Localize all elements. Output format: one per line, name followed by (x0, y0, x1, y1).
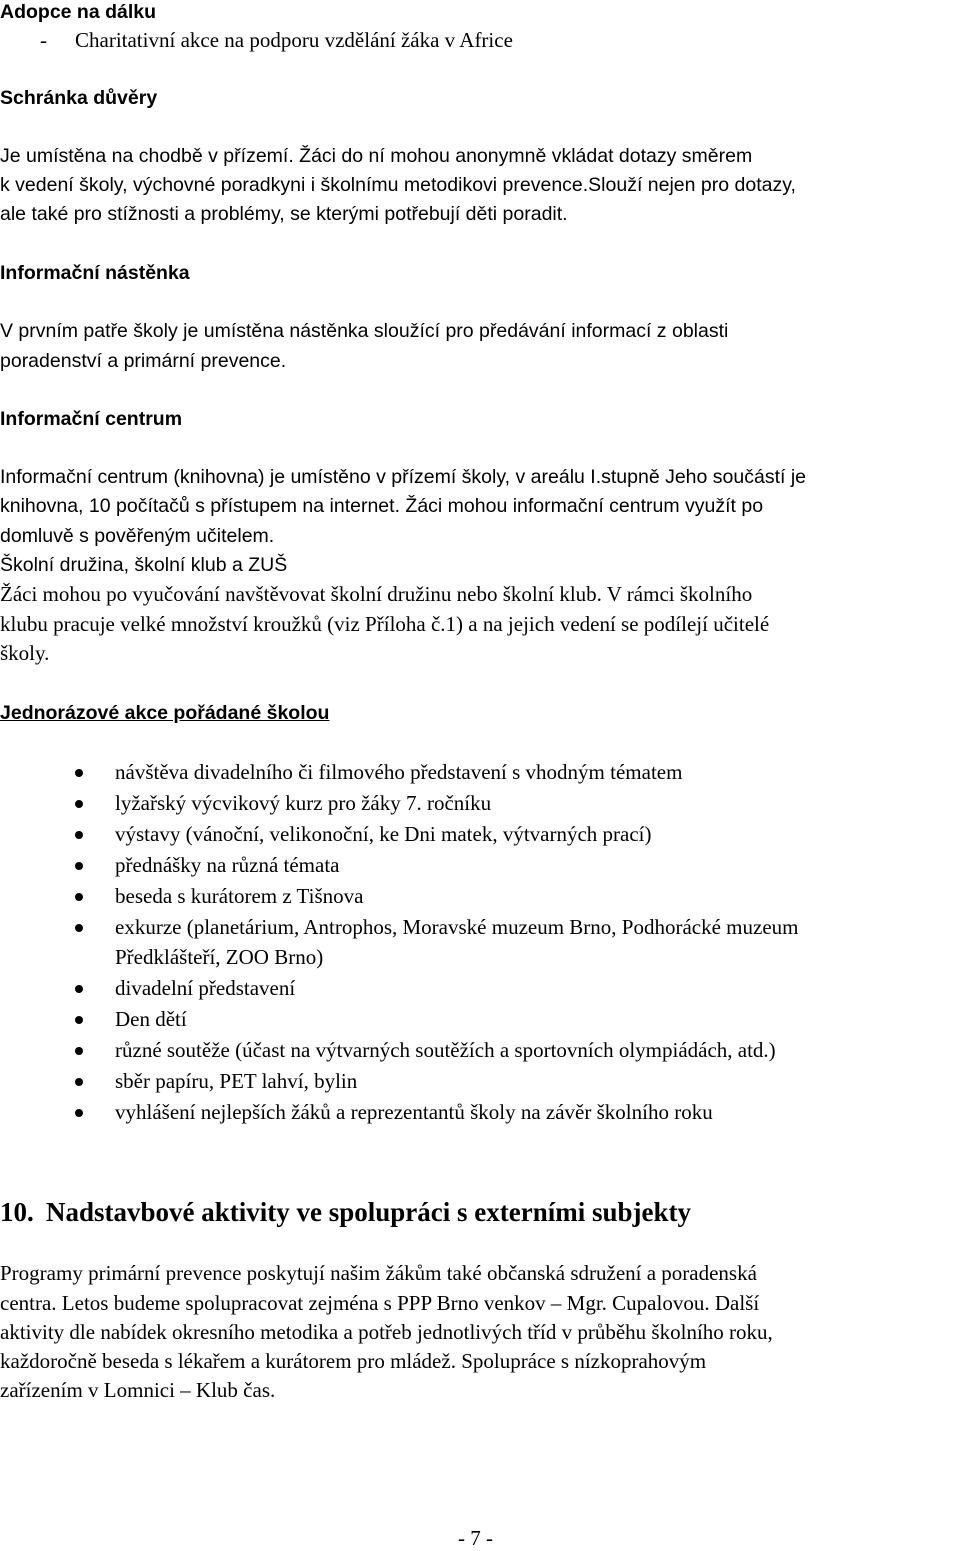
druzina-line-2: klubu pracuje velké množství kroužků (viz Příloha č.1) a na jejich vedení se podílejí učitelé (0, 612, 770, 636)
bullet-icon (75, 1016, 83, 1024)
druzina-line-1: Žáci mohou po vyučování navštěvovat školní družinu nebo školní klub. V rámci školního (0, 582, 753, 606)
list-item: divadelní představení (115, 976, 296, 1000)
nastenka-line-1: V prvním patře školy je umístěna nástěnka sloužící pro předávání informací z oblasti (0, 320, 729, 342)
list-item: výstavy (vánoční, velikonoční, ke Dni matek, výtvarných prací) (115, 822, 652, 846)
centrum-line-3: domluvě s pověřeným učitelem. (0, 525, 275, 547)
schranka-line-2: k vedení školy, výchovné poradkyni i školnímu metodikovi prevence.Slouží nejen pro dotazy, (0, 174, 796, 196)
centrum-line-2: knihovna, 10 počítačů s přístupem na internet. Žáci mohou informační centrum využít po (0, 495, 764, 517)
section-number: 10. (0, 1197, 34, 1227)
bullet-icon (75, 1047, 83, 1055)
adopce-text: Charitativní akce na podporu vzdělání žáka v Africe (75, 28, 513, 52)
schranka-line-3: ale také pro stížnosti a problémy, se kterými potřebují děti poradit. (0, 203, 568, 225)
section10-line-2: centra. Letos budeme spolupracovat zejména s PPP Brno venkov – Mgr. Cupalovou. Další (0, 1291, 760, 1315)
list-item: exkurze (planetárium, Antrophos, Moravské muzeum Brno, Podhorácké muzeum (115, 915, 799, 939)
section10-line-1: Programy primární prevence poskytují našim žákům také občanská sdružení a poradenská (0, 1261, 757, 1285)
list-item: Den dětí (115, 1007, 187, 1031)
list-item-continuation: Předklášteří, ZOO Brno) (115, 945, 324, 969)
heading-nastenka: Informační nástěnka (0, 262, 190, 284)
heading-adopce: Adopce na dálku (0, 1, 157, 23)
list-item: lyžařský výcvikový kurz pro žáky 7. ročníku (115, 791, 492, 815)
bullet-icon (75, 800, 83, 808)
bullet-icon (75, 769, 83, 777)
list-item: přednášky na různá témata (115, 853, 340, 877)
bullet-icon (75, 985, 83, 993)
druzina-line-3: školy. (0, 641, 50, 665)
section-title: Nadstavbové aktivity ve spolupráci s externími subjekty (46, 1197, 692, 1227)
bullet-icon (75, 1109, 83, 1117)
list-item: vyhlášení nejlepších žáků a reprezentantů školy na závěr školního roku (115, 1100, 713, 1124)
page-number: - 7 - (458, 1526, 493, 1550)
schranka-line-1: Je umístěna na chodbě v přízemí. Žáci do ní mohou anonymně vkládat dotazy směrem (0, 145, 753, 167)
list-item: různé soutěže (účast na výtvarných soutěžích a sportovních olympiádách, atd.) (115, 1038, 776, 1062)
heading-schranka: Schránka důvěry (0, 87, 158, 109)
bullet-icon (75, 1078, 83, 1086)
list-item: návštěva divadelního či filmového představení s vhodným tématem (115, 760, 683, 784)
section10-line-3: aktivity dle nabídek okresního metodika a potřeb jednotlivých tříd v průběhu školního roku, (0, 1320, 773, 1344)
heading-centrum: Informační centrum (0, 408, 183, 430)
nastenka-line-2: poradenství a primární prevence. (0, 350, 287, 372)
bullet-icon (75, 893, 83, 901)
list-item: beseda s kurátorem z Tišnova (115, 884, 364, 908)
section10-line-4: každoročně beseda s lékařem a kurátorem pro mládež. Spolupráce s nízkoprahovým (0, 1349, 707, 1373)
bullet-icon (75, 862, 83, 870)
adopce-dash: - (40, 28, 47, 52)
section10-line-5: zařízením v Lomnici – Klub čas. (0, 1378, 276, 1402)
bullet-icon (75, 924, 83, 932)
heading-akce: Jednorázové akce pořádané školou (0, 702, 330, 724)
centrum-line-1: Informační centrum (knihovna) je umístěno v přízemí školy, v areálu I.stupně Jeho součástí je (0, 466, 807, 488)
heading-druzina: Školní družina, školní klub a ZUŠ (0, 554, 288, 576)
bullet-icon (75, 831, 83, 839)
list-item: sběr papíru, PET lahví, bylin (115, 1069, 358, 1093)
